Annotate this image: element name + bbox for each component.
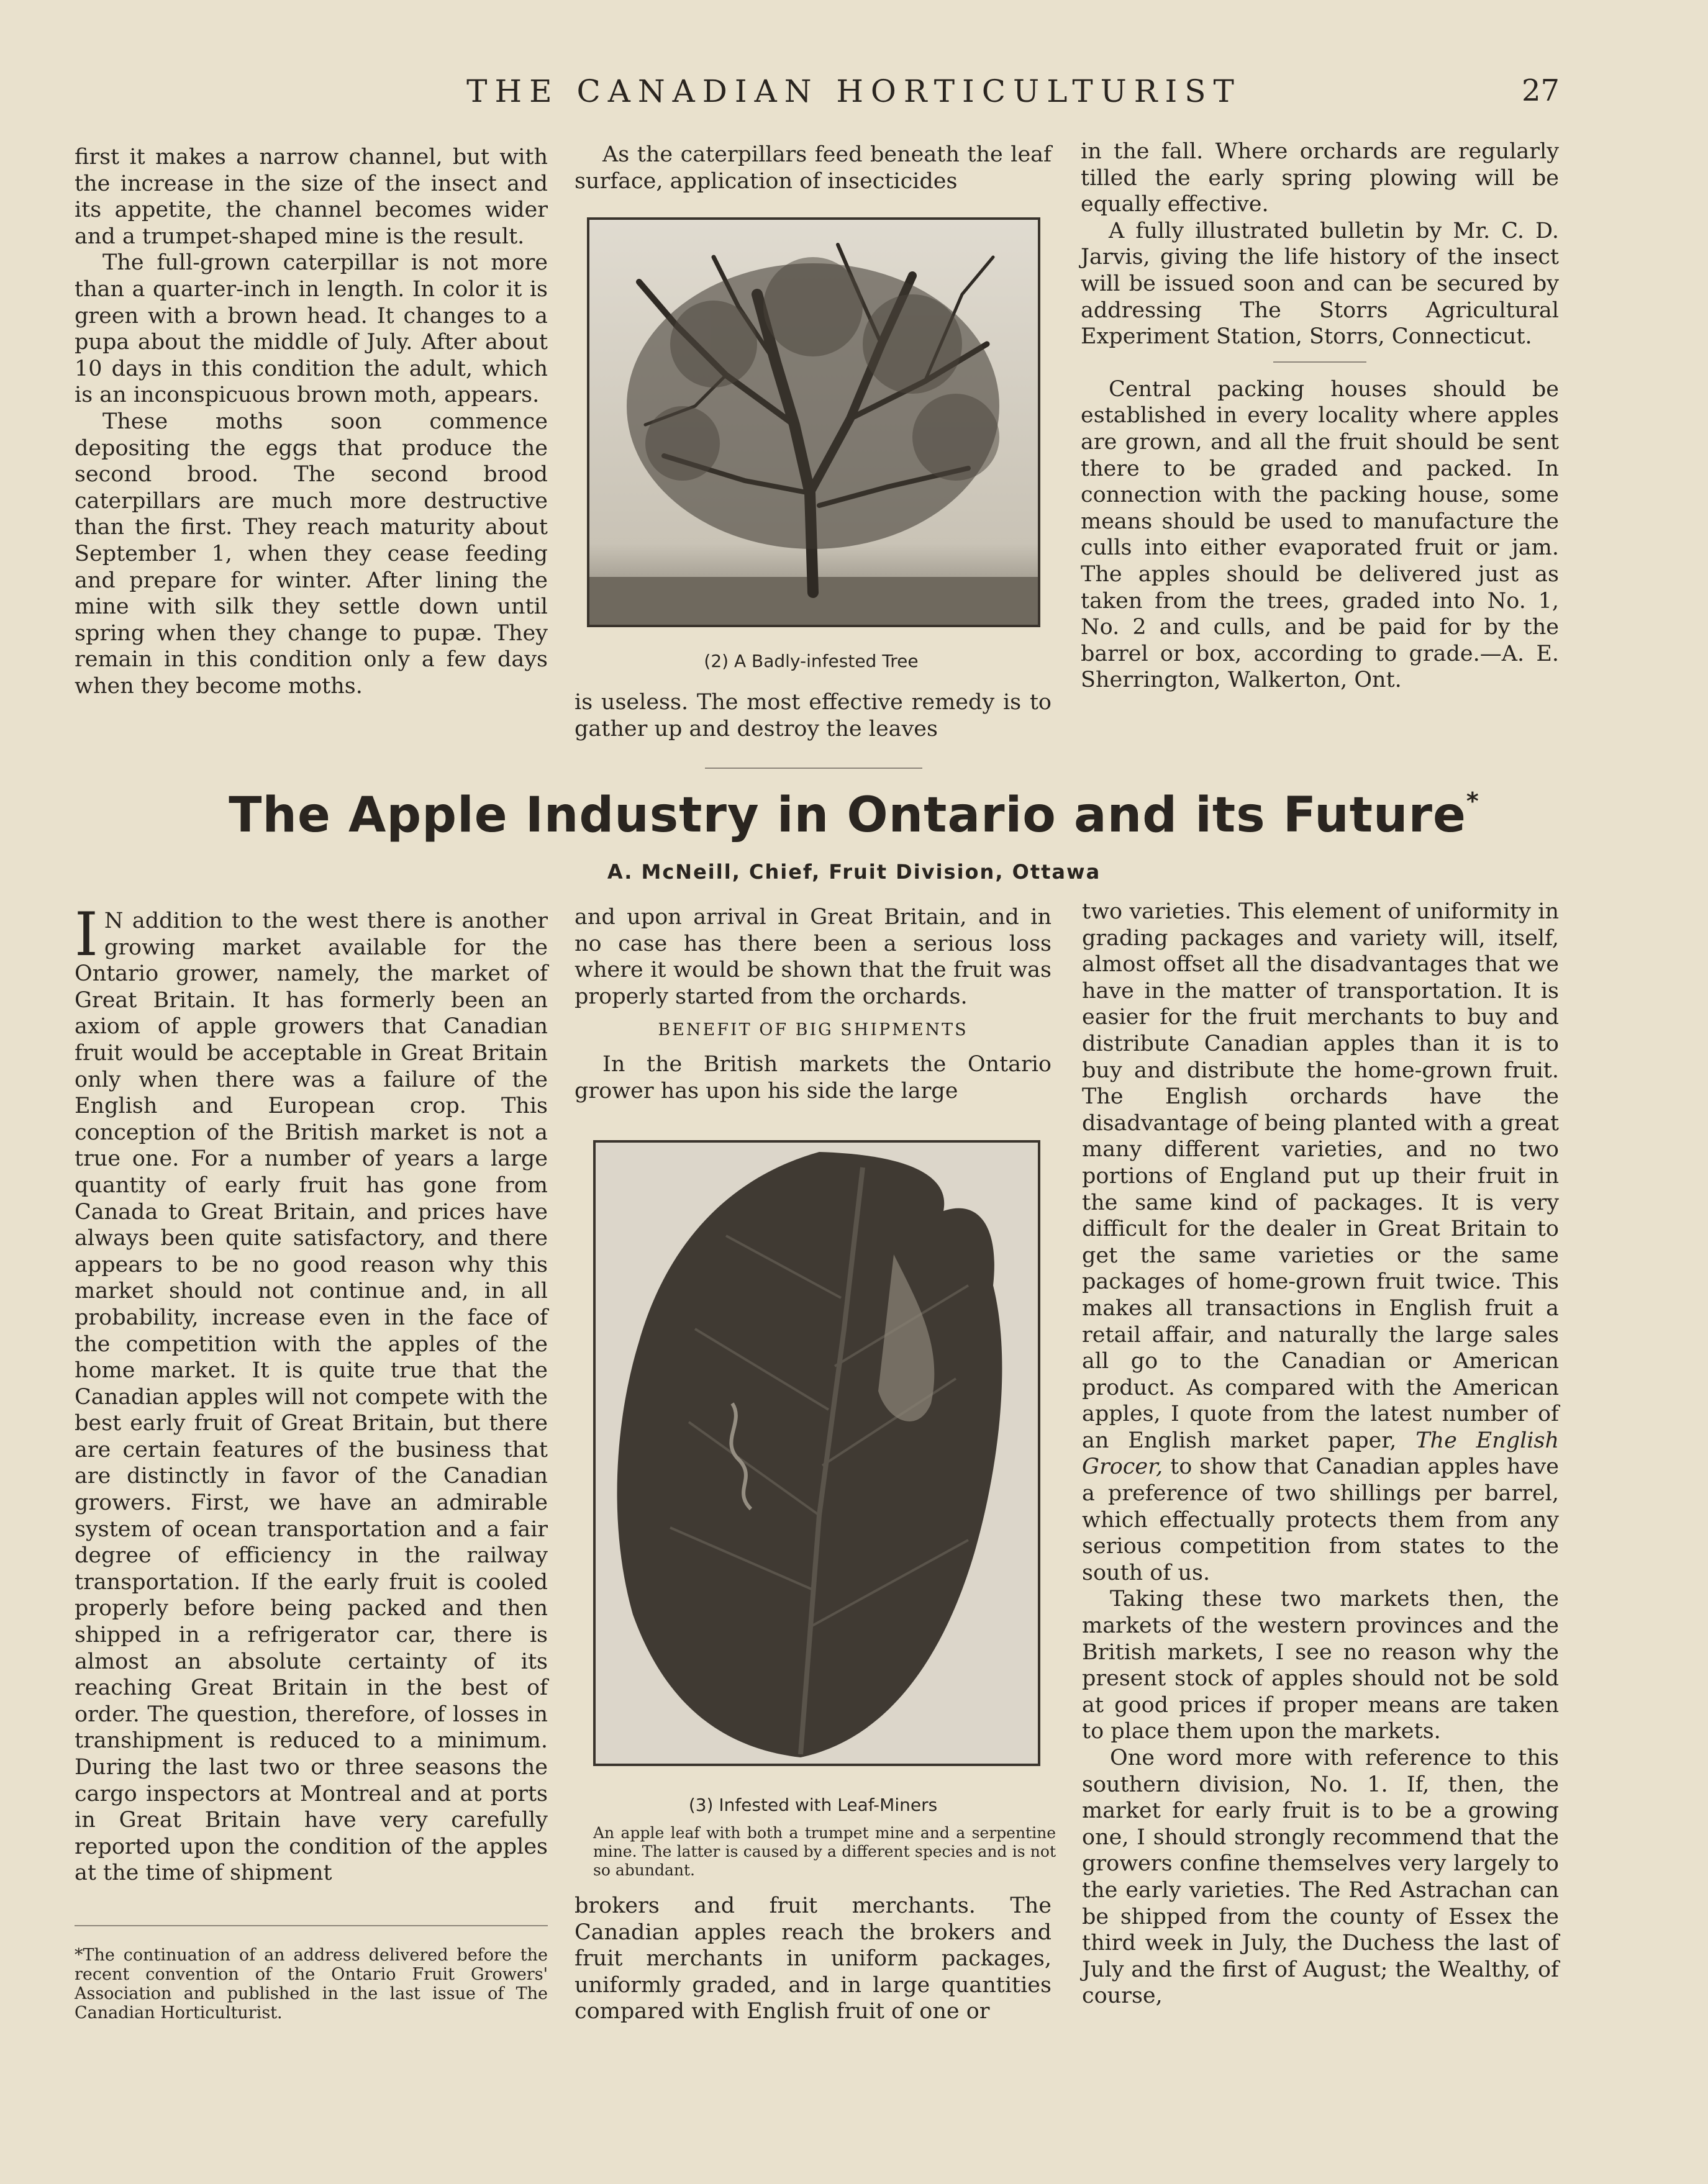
article-column-1 [75, 900, 548, 1887]
paragraph: Taking these two markets then, the markets of the western provinces and the British markets, I see no reason why the present stock of apples should not be sold at good prices if proper means are taken to place them upon the markets. [1082, 1587, 1559, 1744]
subheading: BENEFIT OF BIG SHIPMENTS [658, 1020, 968, 1040]
paragraph: As the caterpillars feed beneath the leaf surface, application of insecticides [575, 142, 1052, 194]
paragraph: These moths soon commence depositing the eggs that produce the second brood. The second brood caterpillars are much more destructive than the first. They reach maturity about September 1, when they cease feeding and prepare for winter. After lining the mine with silk they settle down until spring when they change to pupæ. They remain in this condition only a few days when they become moths. [75, 409, 548, 699]
paragraph: The full-grown caterpillar is not more than a quarter-inch in length. In color it is green with a brown head. It changes to a pupa about the middle of July. After about 10 days in this condition the adult, which is an inconspicuous brown moth, appears. [75, 250, 548, 408]
paragraph: Central packing houses should be established in every locality where apples are grown, and all the fruit should be sent there to be graded and packed. In connection with the packing house, some means should be used to manufacture the culls into either evaporated fruit or jam. The apples should be delivered just as taken from the trees, graded into No. 1, No. 2 and culls, and be paid for by the barrel or box, according to grade.—A. E. Sherrington, Walkerton, Ont. [1081, 376, 1559, 693]
paragraph: brokers and fruit merchants. The Canadian apples reach the brokers and fruit merchants in uniform packages, uniformly graded, and in large quantities compared with English fruit of one or [575, 1893, 1052, 2024]
article-column-2-continued [575, 1893, 1052, 2025]
figure-3-caption: (3) Infested with Leaf-Miners [688, 1795, 938, 1815]
running-title: THE CANADIAN HORTICULTURIST [466, 73, 1242, 109]
tree-image [589, 220, 1038, 625]
top-column-3 [1081, 138, 1559, 694]
paragraph: A fully illustrated bulletin by Mr. C. D. Jarvis, giving the life history of the insect will be issued soon and can be secured by addressing The Storrs Agricultural Experiment Station, Storrs, Connecticut. [1081, 218, 1559, 350]
figure-leaf-miners [593, 1140, 1040, 1766]
page-number: 27 [1522, 73, 1560, 108]
paragraph-text: to show that Canadian apples have a preference of two shillings per barrel, which effectually protects them from any serious competition from states to the south of us. [1082, 1454, 1559, 1585]
figure-2-caption: (2) A Badly-infested Tree [704, 651, 919, 671]
paragraph: and upon arrival in Great Britain, and in no case has there been a serious loss where it would be shown that the fruit was properly started from the orchards. [575, 905, 1052, 1009]
footnote-mark: * [1466, 787, 1479, 815]
paragraph: in the fall. Where orchards are regularly tilled the early spring plowing will be equally effective. [1081, 139, 1559, 217]
footnote: *The continuation of an address delivered before the recent convention of the Ontario Fruit Growers' Association and published in the last issue of The Canadian Horticulturist. [75, 1946, 548, 2023]
figure-3-note: An apple leaf with both a trumpet mine and a serpentine mine. The latter is caused by a different species and is not so abundant. [593, 1824, 1056, 1879]
article-title-text: The Apple Industry in Ontario and its Future [229, 787, 1466, 843]
figure-badly-infested-tree [587, 217, 1040, 627]
article-divider [705, 768, 922, 769]
section-divider [1273, 361, 1366, 363]
drop-cap: I [75, 900, 98, 969]
footnote-divider [75, 1925, 548, 1926]
article-title [0, 787, 1708, 843]
paragraph [75, 900, 548, 1887]
top-column-1 [75, 144, 548, 699]
article-column-3 [1082, 899, 1559, 2010]
paragraph: first it makes a narrow channel, but with the increase in the size of the insect and its appetite, the channel becomes wider and a trumpet-shaped mine is the result. [75, 145, 548, 249]
paragraph [1082, 899, 1559, 1586]
top-column-2-continued [575, 689, 1052, 742]
paragraph: is useless. The most effective remedy is to gather up and destroy the leaves [575, 690, 1052, 741]
article-column-2 [575, 904, 1052, 1104]
paragraph: One word more with reference to this southern division, No. 1. If, then, the market for early fruit is to be a growing one, I should strongly recommend that the growers confine themselves very largely to the early varieties. The Red Astrachan can be shipped from the county of Essex the third week in July, the Duchess the last of July and the first of August; the Wealthy, of course, [1082, 1746, 1559, 2009]
paragraph-text: N addition to the west there is another growing market available for the Ontario grower, namely, the market of Great Britain. It has formerly been an axiom of apple growers that Canadian fruit would be acceptable in Great Britain only when there was a failure of the English and European crop. This conception of the British market is not a true one. For a number of years a large quantity of early fruit has gone from Canada to Great Britain, and prices have always been quite satisfactory, and there appears to be no good reason why this market should not continue and, in all probability, increase even in the face of the competition with the apples of the home market. It is quite true that the Canadian apples will not compete with the best early fruit of Great Britain, but there are certain features of the business that are distinctly in favor of the Canadian growers. First, we have an admirable system of ocean transportation and a fair degree of efficiency in the railway transportation. If the early fruit is cooled properly before being packed and then shipped in a refrigerator car, there is almost an absolute certainty of its reaching Great Britain in the best of order. The question, therefore, of losses in transhipment is reduced to a minimum. During the last two or three seasons the cargo inspectors at Montreal and at ports in Great Britain have very carefully reported upon the condition of the apples at the time of shipment [75, 908, 548, 1886]
article-byline: A. McNeill, Chief, Fruit Division, Ottawa [607, 860, 1101, 884]
top-column-2 [575, 142, 1052, 194]
paragraph: In the British markets the Ontario grower has upon his side the large [575, 1051, 1052, 1103]
leaf-image [596, 1143, 1038, 1764]
paragraph-text: two varieties. This element of uniformity in grading packages and variety will, itself, almost offset all the disadvantages that we have in the matter of transportation. It is easier for the fruit merchants to buy and distribute Canadian apples than it is to buy and distribute the home-grown fruit. The English orchards have the disadvantage of being planted with a great many different varieties, and no two portions of England put up their fruit in the same kind of packages. It is very difficult for the dealer in Great Britain to get the same varieties or the same packages of home-grown fruit twice. This makes all transactions in English fruit a retail affair, and naturally the large sales all go to the Canadian or American product. As compared with the American apples, I quote from the latest number of an English market paper, [1082, 899, 1559, 1453]
publication-title: The English Grocer, [1082, 1428, 1559, 1480]
